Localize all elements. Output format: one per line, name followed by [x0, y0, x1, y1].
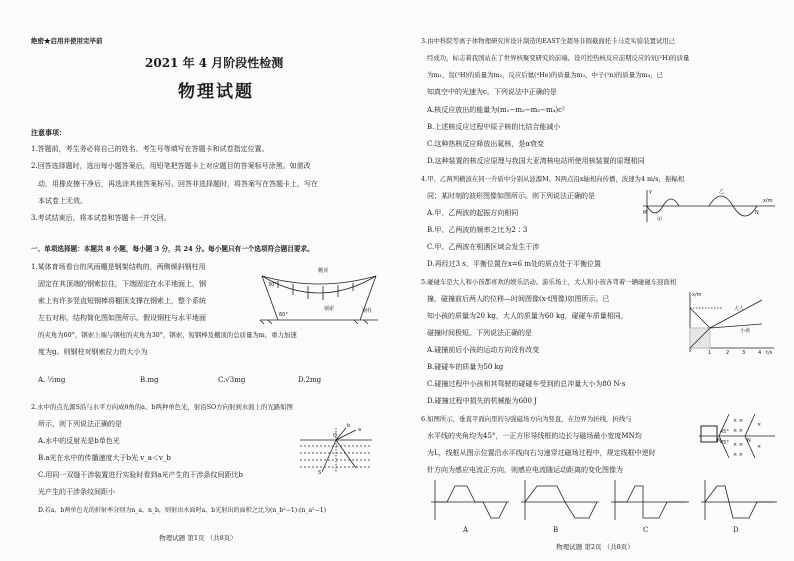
q6-option-a: A [463, 526, 469, 534]
section-heading: 一、单项选择题：本题共 8 小题，每小题 3 分，共 24 分。每小题只有一个选项符合题目要求。 [31, 245, 314, 253]
q5-line: D.碰撞过程中损失的机械能为600 J [427, 397, 537, 405]
note-line: 本试卷上无效。 [38, 197, 87, 205]
q5-line: 撞，碰撞前后两人的位移—时间图像(x-t图像)如图所示。已 [427, 295, 610, 303]
wave-yi: 乙 [719, 189, 725, 195]
q6-line: 针方向为感应电流正方向，则感应电流随运动距离的变化图像为 [427, 466, 623, 474]
child-label: 小孩 [740, 328, 751, 334]
tick-3: 3 [742, 350, 746, 356]
q1-option-a: A. ½mg [38, 376, 66, 384]
q6-option-d: D [733, 526, 739, 534]
svg-text:×: × [757, 444, 762, 450]
q3-line: 经成功，标志着我国站在了世界核聚变研究的前端。设可控热核反应前期反应的氘(²H)的质量 [427, 54, 690, 62]
q4-line: 同；某时刻的波形图像如图所示。则下列说法正确的是 [427, 192, 595, 200]
ray-a: a [358, 427, 362, 433]
x-axis-label: x/m [763, 198, 773, 204]
q6-line: 6.如图所示，垂直平面向里的匀强磁场方向为竖直，在边界为折线，折线与 [421, 415, 632, 423]
q1-line: 左右对称，结构简化图如图所示。假设钢柱与水平地面 [38, 314, 206, 322]
q5-line: A.碰撞前后小孩的运动方向没有改变 [427, 346, 540, 354]
page-footer: 物理试题 第2页 （共8页） [556, 543, 634, 551]
q1-line: 度为g。则钢柱对钢索拉力的大小为 [38, 348, 148, 356]
svg-text:× ×: × × [733, 442, 743, 448]
angle-bottom: 60° [279, 312, 288, 318]
note-line: 动，用橡皮擦干净后，再选涂其他答案标号。回答非选择题时，将答案写在答题卡上，写在 [38, 180, 318, 188]
point-s: S [318, 470, 322, 476]
q3-line: D.这种装置的核反应原理与我国大亚湾核电站所使用核装置的原理相同 [427, 157, 645, 165]
note-line: 1.答题前，考生务必将自己的姓名、考生号等填写在答题卡和试卷指定位置。 [31, 145, 269, 153]
point-o: O [333, 433, 337, 439]
point-n: N [755, 210, 759, 216]
q4-line: B.甲、乙两波的频率之比为2∶3 [427, 226, 528, 234]
q2-line: C.用同一双缝干涉装置进行实验时看到a光产生的干涉条纹间距比b [38, 471, 243, 479]
q2-line: 2.水中的点光源S沿与水平方向成θ角的a、b两种单色光，射沿SO方向射到水面上的光路如图 [31, 403, 293, 411]
q3-line: C.这种热核反应释放出氦核，是α衰变 [427, 140, 545, 148]
q5-line: C.碰撞过程中小孩和其驾驶的碰碰车受到的总冲量大小为80 N·s [427, 380, 626, 388]
wave-jia: 甲 [657, 217, 663, 223]
q2-line: D.若a、b两单色光的折射率分别为n_a、n_b，则射出水面时a、b光射出的面积之比为(n_b²−1):(n_a²−1) [38, 507, 326, 514]
q6-field-figure [697, 412, 777, 462]
tick-1: 1 [708, 350, 712, 356]
q5-line: 碰撞时间极短。下列说法正确的是 [427, 329, 532, 337]
q4-line: C.甲、乙两波在相遇区域会发生干涉 [427, 243, 540, 251]
angle-2: 45° [720, 440, 729, 446]
q6-line: 水平线的夹角均为45°，一正方形导线框的边长与磁场最小宽度MN均 [427, 432, 642, 440]
q5-xt-graph [682, 290, 777, 356]
svg-text:× ×: × × [733, 418, 743, 424]
note-line: 2.回答选择题时，选出每小题答案后，用铅笔把答题卡上对应题目的答案标号涂黑。如需改 [31, 162, 311, 170]
q2-line: B.a光在水中的传播速度大于b光 v_a＜v_b [38, 454, 171, 462]
q1-option-c: C.√3mg [218, 376, 246, 384]
q3-line: 3.由中科院等离子体物理研究所设计制造的EAST全超导非圆截面托卡马克实验装置试用已 [421, 37, 676, 45]
q5-line: B.碰碰车的质量为50 kg [427, 363, 504, 371]
q4-line: D.再经过3 s，平衡位置在x=6 m处的质点处于平衡位置 [427, 260, 601, 268]
q6-line: 为L，线框从图示位置沿水平线向右匀速穿过磁场过程中，规定线框中逆时 [427, 449, 656, 457]
q3-line: 为m₁，氚(³H)的质量为m₂，反应后氦(⁴He)的质量为m₃，中子(¹n)的质量为m₄，已 [427, 71, 663, 79]
subject-title: 物理试题 [178, 82, 254, 102]
point-n: N [747, 438, 751, 444]
q5-line: 5.碰碰车是大人和小孩都喜欢的娱乐活动。游乐场上，大人和小孩各驾着一辆碰碰车迎面相 [421, 278, 677, 286]
q2-line: A.水中的反射光是b单色光 [38, 437, 120, 445]
angle-top: 30° [268, 282, 277, 288]
q4-wave-figure [637, 188, 777, 224]
x-label: x/m [692, 292, 702, 298]
q6-option-graphs [429, 478, 779, 523]
q2-line: 所示，则下列说法正确的是 [38, 420, 122, 428]
q3-line: B.上述核反应过程中原子核的比结合能减小 [427, 123, 561, 131]
q1-option-b: B.mg [140, 376, 159, 384]
point-m: M [717, 438, 722, 444]
q2-light-figure [300, 423, 372, 476]
ray-b: b [347, 423, 351, 429]
q3-line: A.核反应放出的能量为(m₁−m₂−m₃−m₄)c² [427, 106, 565, 114]
page-2 [397, 0, 794, 561]
q1-line: 1.某体育场看台的风雨棚是钢架结构的，两侧倾斜钢柱用 [31, 263, 206, 271]
svg-text:× ×: × × [733, 452, 743, 458]
cable-label: 钢索 [324, 306, 335, 312]
adult-label: 大人 [734, 306, 745, 312]
svg-text:× ×: × × [733, 428, 743, 434]
tick-4: 4 [758, 350, 762, 356]
q6-option-b: B [553, 526, 559, 534]
q6-option-c: C [643, 526, 649, 534]
angle-1: 45° [720, 429, 729, 435]
page-footer: 物理试题 第1页 （共8页） [159, 534, 237, 542]
q1-roof-figure [258, 262, 380, 326]
tick-2: 2 [726, 350, 730, 356]
q1-line: 索上有许多竖直短钢棒将棚顶支撑在钢索上，整个系统 [38, 297, 206, 305]
q1-line: 的夹角为60°，钢索上端与钢柱的夹角为30°，钢索、短钢棒及棚顶的总质量为m，重力加速 [38, 331, 297, 339]
q1-line: 固定在其顶端的钢索拉住，下端固定在水平地面上，钢 [38, 280, 206, 288]
roof-label: 棚顶 [318, 268, 329, 274]
q2-line: 光产生的干涉条纹间距小 [38, 488, 115, 496]
t-label: t/s [766, 350, 773, 356]
exam-title: 2021 年 4 月阶段性检测 [145, 56, 284, 70]
q5-line: 知小孩的质量为20 kg，大人的质量为60 kg，碰碰车质量相同， [427, 312, 628, 320]
q1-option-d: D.2mg [298, 376, 322, 384]
note-line: 3.考试结束后，将本试卷和答题卡一并交回。 [31, 214, 171, 222]
notes-title: 注意事项： [31, 128, 66, 137]
secret-label: 绝密★启用并使用完毕前 [31, 37, 103, 45]
y-axis-label: y [649, 189, 652, 195]
svg-text:×: × [757, 422, 762, 428]
q4-line: A.甲、乙两波的起振方向相同 [427, 209, 519, 217]
q4-line: 4.甲、乙两列横波在同一介质中分别从波源M、N两点沿x轴相向传播，波速为4 m/s，振幅相 [421, 175, 685, 183]
point-m: M [643, 210, 648, 216]
q3-line: 知真空中的光速为c。下列说法中正确的是 [427, 88, 557, 96]
pillar-label: 钢柱 [362, 308, 373, 314]
